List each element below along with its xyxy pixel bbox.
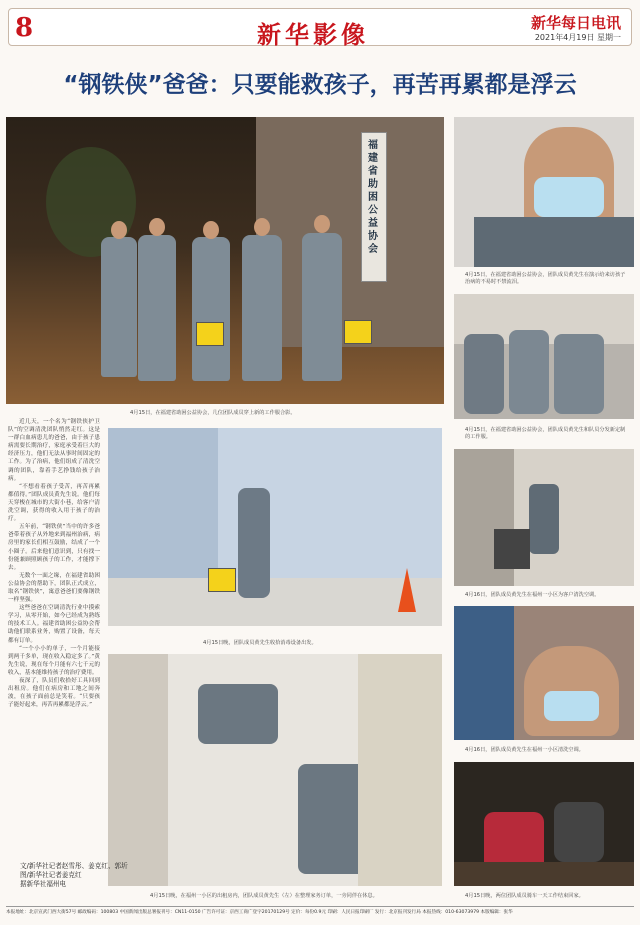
- pavement: [108, 578, 442, 626]
- scooter: [554, 802, 604, 862]
- team-member: [509, 330, 549, 414]
- walking-person: [238, 488, 270, 598]
- association-sign: [361, 132, 387, 282]
- yellow-bucket: [196, 322, 224, 346]
- photo-aircon-cleaning: [454, 449, 634, 586]
- article-paragraph: 无数个一面之缘，在福建省助困公益协会的帮助下，团队正式成立，取名“钢铁侠”，寓意爸爸们要像钢铁一样坚强。: [8, 572, 100, 604]
- aircon-unit: [454, 606, 514, 740]
- caption-4: 4月15日晚，团队成员黄先生收拾消毒设备出发。: [203, 640, 317, 646]
- caption-main: 4月15日，在福建省助困公益协会，几位团队成员穿上新的工作服合影。: [130, 410, 296, 416]
- article-paragraph: 这些爸爸在空调清洗行业中摸索学习，从零开始，如今已经成为熟练的技术工人。福建省助困公益协会帮助他们联系业务，购置了设备，每天都有订单。: [8, 605, 100, 644]
- byline-line: 据新华社福州电: [20, 880, 67, 888]
- face-mask: [534, 177, 604, 217]
- team-member: [302, 233, 342, 381]
- photo-team-group: [6, 117, 444, 404]
- caption-6: 4月16日，团队成员黄先生在福州一小区清洗空调。: [465, 747, 584, 753]
- photo-portrait-mask: [454, 117, 634, 267]
- dateline: 2021年4月19日 星期一: [534, 33, 621, 42]
- photo-office-uniforms: [454, 294, 634, 419]
- team-member: [554, 334, 604, 414]
- yellow-bucket: [208, 568, 236, 592]
- team-member: [138, 235, 176, 381]
- byline-line: 图/新华社记者姜克红: [20, 871, 82, 879]
- caption-2: 4月15日，在福建省助困公益协会，团队成员黄先生在演示给来访孩子治病的不易时不禁流泪。: [465, 272, 626, 285]
- byline: [20, 862, 128, 889]
- masthead: [8, 8, 632, 49]
- cleaning-machine: [494, 529, 530, 569]
- seated-person: [198, 684, 278, 744]
- team-member-head: [314, 215, 330, 233]
- team-member-head: [111, 221, 127, 239]
- newspaper-brand: 新华每日电讯: [530, 14, 621, 32]
- worker: [529, 484, 559, 554]
- page-number: 8: [15, 13, 34, 43]
- article-paragraph: 五年前，“钢铁侠”当中的许多爸爸带着孩子从外地来到福州治病，病房里的家长们相互鼓励，结成了一个小圈子。后来他们意识到，只有找一份能兼顾照顾孩子的工作，才能撑下去。: [8, 524, 100, 571]
- building-wall: [256, 117, 444, 347]
- yellow-bucket: [344, 320, 372, 344]
- team-member-head: [149, 218, 165, 236]
- byline-line: 文/新华社记者赵雪彤、姜克红、郭圻: [20, 862, 128, 870]
- photo-spraying-aircon: [454, 606, 634, 740]
- team-member: [101, 237, 137, 377]
- team-member: [242, 235, 282, 381]
- calligraphy-wall: [358, 654, 442, 886]
- caption-3: 4月15日，在福建省助困公益协会，团队成员黄先生和队员分发新定制的工作服。: [465, 427, 626, 440]
- caption-8: 4月15日晚，两位团队成员骑车一天工作结束回家。: [465, 893, 584, 899]
- uniform-shape: [474, 217, 634, 267]
- article-paragraph: 夜深了，队员们收拾好工具回到出租房。他们在病房和工地之间奔波，在孩子面前总是笑着。“只要孩子能好起来，再苦再累都是浮云。”: [8, 678, 100, 709]
- caption-7: 4月15日晚，在福州一小区的出租房内，团队成员黄先生（左）在整理家务订单，一旁同伴在休息。: [150, 893, 378, 899]
- article-paragraph: 近几天，一个名为“钢铁侠护卫队”的空调清洗团队悄然走红。这是一群白血病患儿的爸爸，由于孩子患病需要长期治疗，家庭承受着巨大的经济压力，他们无法从事时间固定的工作。为了治病，他们组成了清洗空调的团队，靠着手艺挣钱给孩子治病。: [8, 419, 100, 482]
- team-member: [192, 237, 230, 381]
- shelf: [108, 654, 168, 886]
- face-mask: [544, 691, 599, 721]
- road: [454, 862, 634, 886]
- photo-night-ride: [454, 762, 634, 886]
- team-member: [464, 334, 504, 414]
- section-title: 新华影像: [257, 20, 369, 49]
- sign-text: 福建省助困公益协会: [368, 140, 378, 255]
- article-body: [8, 418, 100, 709]
- photo-walking-street: [108, 428, 442, 626]
- team-member-head: [254, 218, 270, 236]
- caption-5: 4月16日，团队成员黄先生在福州一小区为客户清洗空调。: [465, 592, 600, 598]
- headline: “钢铁侠”爸爸：只要能救孩子，再苦再累都是浮云: [63, 72, 577, 98]
- article-paragraph: “一个小小的单子，一个月能接到两千多单，现在收入稳定多了。”黄先生说，现在每个月能有六七千元的收入，基本能维持孩子的治疗费用。: [8, 645, 100, 676]
- article-paragraph: “不想看着孩子受苦，再苦再累都值得。”团队成员黄先生说。他们每天穿梭在城市的大街小巷，给客户清洗空调，获得的收入用于孩子的治疗。: [8, 483, 100, 523]
- footer: 本报地址：北京宣武门西大街57号 邮政编码：100803 中国新闻出版总署报刊号：CN11-0150 广告许可证：京西工商广登字20170129号 定价：每份0.9元 印刷：人民日报印刷厂 发行：北京报刊发行局 本报热线：010-63073979 本版编辑：张华: [6, 906, 634, 915]
- team-member-head: [203, 221, 219, 239]
- photo-rental-room: [108, 654, 442, 886]
